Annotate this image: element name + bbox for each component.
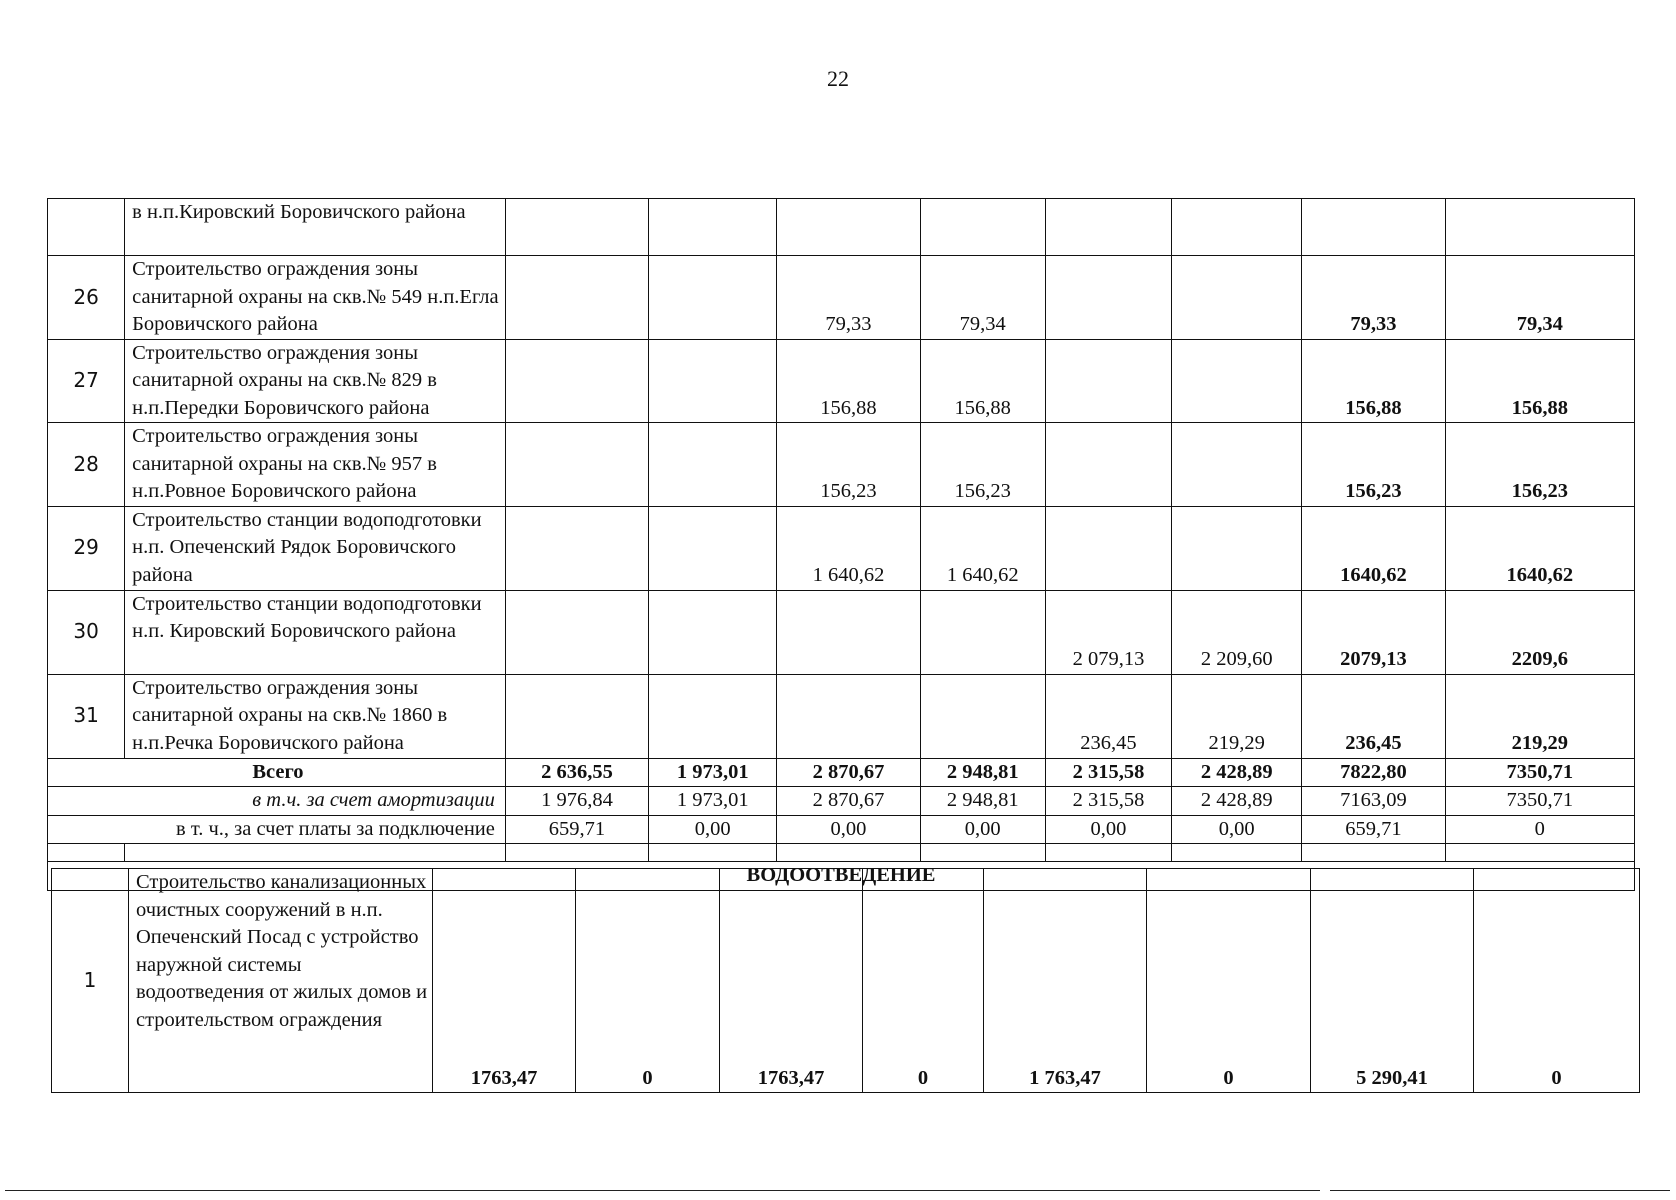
value-cell: 156,88 bbox=[1302, 339, 1445, 423]
totals-value: 1 976,84 bbox=[505, 787, 648, 816]
row-number: 30 bbox=[48, 590, 125, 674]
totals-value: 0,00 bbox=[777, 815, 920, 844]
drainage-table bbox=[51, 868, 1640, 1093]
totals-value: 2 948,81 bbox=[920, 758, 1045, 787]
totals-value: 7822,80 bbox=[1302, 758, 1445, 787]
value-cell: 219,29 bbox=[1445, 674, 1634, 758]
empty-cell bbox=[48, 844, 125, 862]
row-number: 1 bbox=[52, 869, 129, 1093]
value-cell: 156,23 bbox=[920, 423, 1045, 507]
empty-cell bbox=[1045, 844, 1171, 862]
totals-value: 7350,71 bbox=[1445, 758, 1634, 787]
empty-cell bbox=[920, 844, 1045, 862]
value-cell bbox=[1302, 199, 1445, 256]
empty-cell bbox=[777, 844, 920, 862]
row-description: Строительство ограждения зоны санитарной охраны на скв.№ 1860 в н.п.Речка Боровичского района bbox=[125, 674, 506, 758]
row-number: 31 bbox=[48, 674, 125, 758]
value-cell: 2079,13 bbox=[1302, 590, 1445, 674]
row-number: 29 bbox=[48, 506, 125, 590]
empty-cell bbox=[505, 844, 648, 862]
water-supply-table bbox=[47, 198, 1635, 891]
value-cell: 219,29 bbox=[1172, 674, 1302, 758]
value-cell bbox=[1172, 423, 1302, 507]
table-row bbox=[48, 674, 1635, 758]
totals-row bbox=[48, 787, 1635, 816]
totals-value: 0,00 bbox=[920, 815, 1045, 844]
value-cell: 79,34 bbox=[1445, 256, 1634, 340]
value-cell bbox=[1172, 506, 1302, 590]
value-cell bbox=[649, 506, 777, 590]
totals-value: 7350,71 bbox=[1445, 787, 1634, 816]
totals-value: 0,00 bbox=[1045, 815, 1171, 844]
value-cell bbox=[505, 256, 648, 340]
value-cell bbox=[649, 423, 777, 507]
totals-value: 2 948,81 bbox=[920, 787, 1045, 816]
totals-value: 2 428,89 bbox=[1172, 758, 1302, 787]
row-description: Строительство ограждения зоны санитарной охраны на скв.№ 549 н.п.Егла Боровичского района bbox=[125, 256, 506, 340]
value-cell: 156,88 bbox=[1445, 339, 1634, 423]
empty-cell bbox=[1172, 844, 1302, 862]
row-number bbox=[48, 199, 125, 256]
totals-value: 2 636,55 bbox=[505, 758, 648, 787]
value-cell bbox=[1172, 256, 1302, 340]
value-cell: 236,45 bbox=[1302, 674, 1445, 758]
value-cell: 0 bbox=[1147, 869, 1311, 1093]
value-cell: 0 bbox=[576, 869, 720, 1093]
value-cell bbox=[1045, 423, 1171, 507]
totals-value: 2 870,67 bbox=[777, 787, 920, 816]
totals-label: в т.ч. за счет амортизации bbox=[48, 787, 506, 816]
value-cell: 236,45 bbox=[1045, 674, 1171, 758]
table-row bbox=[48, 256, 1635, 340]
value-cell: 1 763,47 bbox=[984, 869, 1147, 1093]
value-cell bbox=[649, 590, 777, 674]
value-cell bbox=[920, 674, 1045, 758]
empty-cell bbox=[649, 844, 777, 862]
totals-value: 0,00 bbox=[1172, 815, 1302, 844]
value-cell bbox=[1445, 199, 1634, 256]
totals-value: 1 973,01 bbox=[649, 758, 777, 787]
value-cell bbox=[505, 674, 648, 758]
totals-value: 659,71 bbox=[1302, 815, 1445, 844]
totals-label: Всего bbox=[48, 758, 506, 787]
bottom-rule-left bbox=[5, 1190, 1320, 1191]
value-cell: 0 bbox=[863, 869, 984, 1093]
totals-value: 7163,09 bbox=[1302, 787, 1445, 816]
totals-value: 2 428,89 bbox=[1172, 787, 1302, 816]
value-cell: 1640,62 bbox=[1302, 506, 1445, 590]
totals-value: 2 315,58 bbox=[1045, 787, 1171, 816]
value-cell bbox=[505, 590, 648, 674]
value-cell bbox=[1172, 339, 1302, 423]
value-cell: 156,88 bbox=[777, 339, 920, 423]
value-cell bbox=[1045, 199, 1171, 256]
value-cell: 79,34 bbox=[920, 256, 1045, 340]
value-cell bbox=[649, 199, 777, 256]
row-description: в н.п.Кировский Боровичского района bbox=[125, 199, 506, 256]
totals-value: 2 315,58 bbox=[1045, 758, 1171, 787]
value-cell bbox=[1172, 199, 1302, 256]
value-cell: 1640,62 bbox=[1445, 506, 1634, 590]
row-number: 28 bbox=[48, 423, 125, 507]
totals-value: 0 bbox=[1445, 815, 1634, 844]
value-cell bbox=[777, 590, 920, 674]
value-cell: 79,33 bbox=[777, 256, 920, 340]
value-cell: 5 290,41 bbox=[1311, 869, 1474, 1093]
value-cell: 156,88 bbox=[920, 339, 1045, 423]
page-number: 22 bbox=[827, 66, 849, 91]
bottom-rule-right bbox=[1330, 1190, 1670, 1191]
value-cell bbox=[505, 339, 648, 423]
value-cell bbox=[777, 674, 920, 758]
table-row bbox=[48, 423, 1635, 507]
value-cell: 1 640,62 bbox=[920, 506, 1045, 590]
value-cell: 2 209,60 bbox=[1172, 590, 1302, 674]
totals-value: 0,00 bbox=[649, 815, 777, 844]
totals-label: в т. ч., за счет платы за подключение bbox=[48, 815, 506, 844]
value-cell: 2209,6 bbox=[1445, 590, 1634, 674]
table-row bbox=[52, 869, 1640, 1093]
value-cell bbox=[505, 199, 648, 256]
table-row bbox=[48, 590, 1635, 674]
value-cell bbox=[920, 590, 1045, 674]
value-cell bbox=[649, 674, 777, 758]
value-cell bbox=[1045, 256, 1171, 340]
value-cell: 79,33 bbox=[1302, 256, 1445, 340]
table-row bbox=[48, 199, 1635, 256]
value-cell: 156,23 bbox=[1302, 423, 1445, 507]
value-cell: 0 bbox=[1474, 869, 1640, 1093]
totals-row bbox=[48, 758, 1635, 787]
value-cell bbox=[505, 506, 648, 590]
spacer-row bbox=[48, 844, 1635, 862]
totals-row bbox=[48, 815, 1635, 844]
row-description: Строительство канализационных очистных сооружений в н.п. Опеченский Посад с устройство наружной системы водоотведения от жилых домов и строительством ограждения bbox=[129, 869, 433, 1093]
row-description: Строительство ограждения зоны санитарной охраны на скв.№ 957 в н.п.Ровное Боровичского района bbox=[125, 423, 506, 507]
totals-value: 1 973,01 bbox=[649, 787, 777, 816]
value-cell: 1763,47 bbox=[433, 869, 576, 1093]
value-cell bbox=[777, 199, 920, 256]
value-cell bbox=[1045, 339, 1171, 423]
value-cell bbox=[649, 256, 777, 340]
value-cell bbox=[920, 199, 1045, 256]
value-cell bbox=[505, 423, 648, 507]
empty-cell bbox=[125, 844, 506, 862]
row-description: Строительство станции водоподготовки н.п. Опеченский Рядок Боровичского района bbox=[125, 506, 506, 590]
row-description: Строительство станции водоподготовки н.п. Кировский Боровичского района bbox=[125, 590, 506, 674]
empty-cell bbox=[1302, 844, 1445, 862]
row-number: 27 bbox=[48, 339, 125, 423]
row-description: Строительство ограждения зоны санитарной охраны на скв.№ 829 в н.п.Передки Боровичского района bbox=[125, 339, 506, 423]
value-cell: 2 079,13 bbox=[1045, 590, 1171, 674]
table-row bbox=[48, 506, 1635, 590]
section-title: ВОДООТВЕДЕНИЕ bbox=[48, 862, 1635, 891]
value-cell bbox=[1045, 506, 1171, 590]
value-cell: 156,23 bbox=[1445, 423, 1634, 507]
table-row bbox=[48, 339, 1635, 423]
row-number: 26 bbox=[48, 256, 125, 340]
value-cell: 1 640,62 bbox=[777, 506, 920, 590]
value-cell: 156,23 bbox=[777, 423, 920, 507]
totals-value: 659,71 bbox=[505, 815, 648, 844]
value-cell bbox=[649, 339, 777, 423]
totals-value: 2 870,67 bbox=[777, 758, 920, 787]
value-cell: 1763,47 bbox=[720, 869, 863, 1093]
empty-cell bbox=[1445, 844, 1634, 862]
